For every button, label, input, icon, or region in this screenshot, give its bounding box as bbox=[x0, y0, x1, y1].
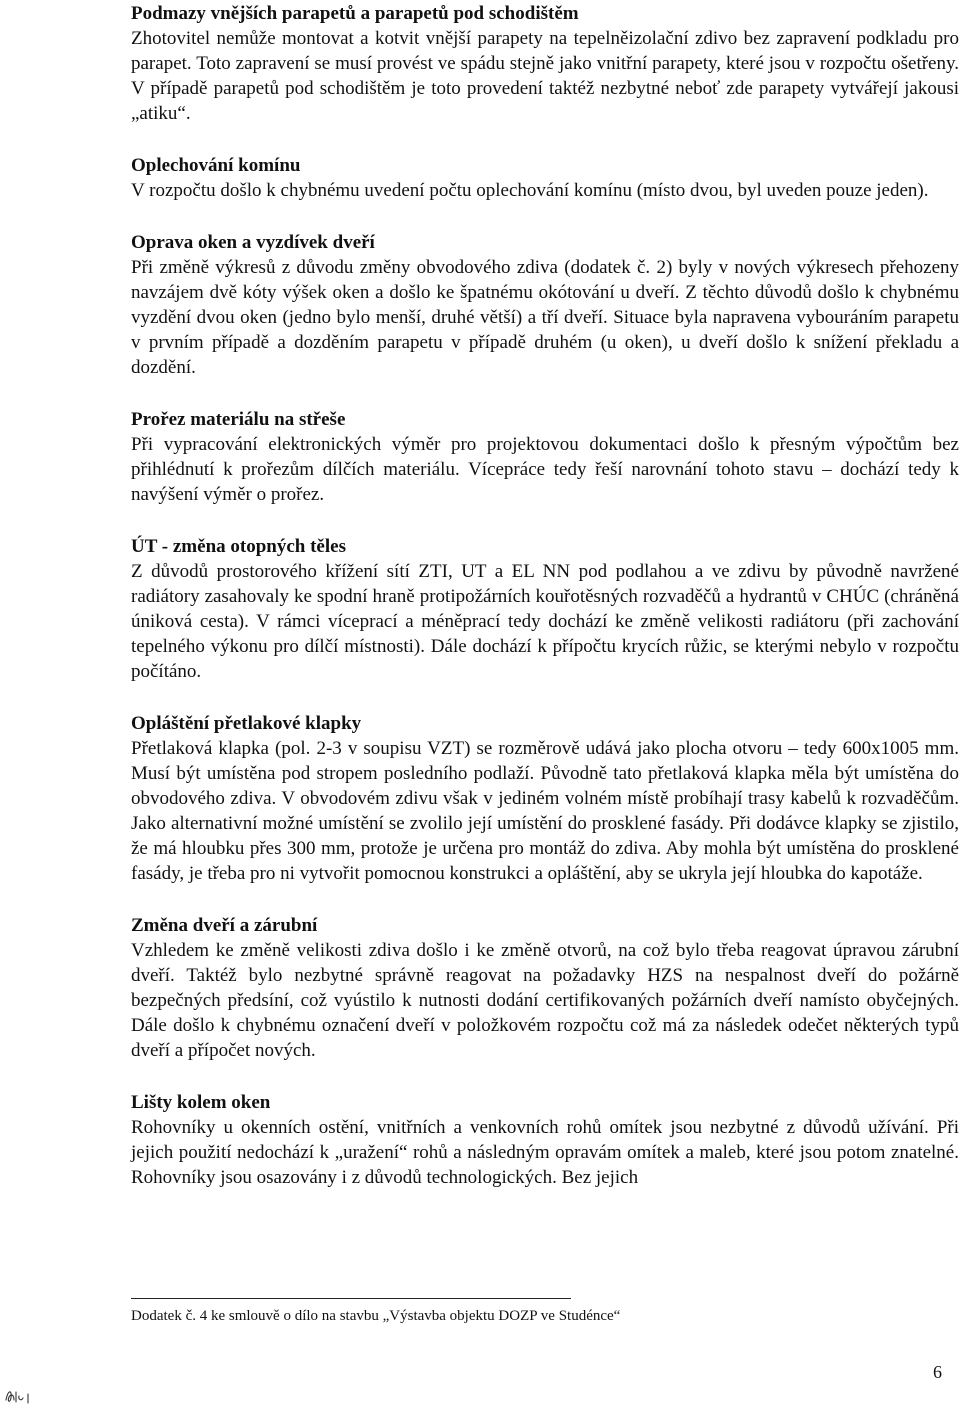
section-body: Při vypracování elektronických výměr pro projektovou dokumentaci došlo k přesným výpočtům bez přihlédnutí k prořezům dílčích materiálu. Vícepráce tedy řeší narovnání tohoto stavu – dochází tedy k navýšení výměr o prořez. bbox=[131, 434, 959, 505]
section-body: Rohovníky u okenních ostění, vnitřních a venkovních rohů omítek jsou nezbytné z důvodů užívání. Při jejich použití nedochází k „uražení“ rohů a následným opravám omítek a maleb, které jsou potom znatelné. Rohovníky jsou osazovány i z důvodů technologických. Bez jejich bbox=[131, 1117, 959, 1188]
section-listy-kolem-oken bbox=[131, 1090, 959, 1190]
section-ut-otopna-telesa bbox=[131, 534, 959, 684]
handwritten-initials bbox=[4, 1386, 38, 1406]
document-page bbox=[131, 0, 959, 1217]
section-oprava-oken bbox=[131, 230, 959, 380]
section-heading: Opláštění přetlakové klapky bbox=[131, 713, 362, 734]
section-body: Vzhledem ke změně velikosti zdiva došlo i ke změně otvorů, na což bylo třeba reagovat úpravou zárubní dveří. Taktéž bylo nezbytné správně reagovat na požadavky HZS na nespalnost dveří do požárně bezpečných předsíní, což vyústilo k nutnosti dodání certifikovaných požárních dveří namísto obyčejných. Dále došlo k chybnému označení dveří v položkovém rozpočtu což má za následek odečet některých typů dveří a přípočet nových. bbox=[131, 940, 959, 1061]
section-body: Přetlaková klapka (pol. 2-3 v soupisu VZT) se rozměrově udává jako plocha otvoru – tedy 600x1005 mm. Musí být umístěna pod stropem posledního podlaží. Původně tato přetlaková klapka měla být umístěna do obvodového zdiva. V obvodovém zdivu však v jediném volném místě probíhají trasy kabelů k rozvaděčům. Jako alternativní možné umístění se zvolilo její umístění do prosklené fasády. Při dodávce klapky se zjistilo, že má hloubku přes 300 mm, protože je určena pro montáž do zdiva. Aby mohla být umístěna do prosklené fasády, je třeba pro ni vytvořit pomocnou konstrukci a opláštění, aby se ukryla její hloubka do kapotáže. bbox=[131, 738, 959, 884]
section-oplechovani-kominu bbox=[131, 153, 959, 203]
section-zmena-dveri bbox=[131, 913, 959, 1063]
section-oplasteni-klapky bbox=[131, 711, 959, 886]
section-heading: Lišty kolem oken bbox=[131, 1092, 271, 1113]
section-proraz-materialu bbox=[131, 407, 959, 507]
section-heading: Změna dveří a zárubní bbox=[131, 915, 318, 936]
section-heading: Prořez materiálu na střeše bbox=[131, 409, 346, 430]
section-heading: Oplechování komínu bbox=[131, 155, 301, 176]
section-body: Z důvodů prostorového křížení sítí ZTI, UT a EL NN pod podlahou a ve zdivu by původně navržené radiátory zasahovaly ke spodní hraně protipožárních kouřotěsných rozvaděčů a hydrantů v CHÚC (chráněná úniková cesta). V rámci víceprací a méněprací tedy dochází ke změně velikosti radiátoru (při zachování tepelného výkonu pro dílčí místnosti). Dále dochází k přípočtu krycích růžic, se kterými nebylo v rozpočtu počítáno. bbox=[131, 561, 959, 682]
section-heading: Podmazy vnějších parapetů a parapetů pod schodištěm bbox=[131, 3, 579, 24]
footer-text: Dodatek č. 4 ke smlouvě o dílo na stavbu „Výstavba objektu DOZP ve Studénce“ bbox=[131, 1308, 621, 1324]
page-number: 6 bbox=[933, 1362, 942, 1382]
section-body: Zhotovitel nemůže montovat a kotvit vnější parapety na tepelněizolační zdivo bez zapravení podkladu pro parapet. Toto zapravení se musí provést ve spádu stejně jako vnitřní parapety, které jsou v rozpočtu ošetřeny. V případě parapetů pod schodištěm je toto provedení taktéž nezbytné neboť zde parapety vytvářejí jakousi „atiku“. bbox=[131, 28, 959, 124]
section-body: Při změně výkresů z důvodu změny obvodového zdiva (dodatek č. 2) byly v nových výkresech přehozeny navzájem dvě kóty výšek oken a došlo ke špatnému okótování u dveří. Z těchto důvodů došlo k chybnému vyzdění dvou oken (jedno bylo menší, druhé větší) a tří dveří. Situace byla napravena vybouráním parapetu v prvním případě a dozděním parapetu v případě druhém (u oken), u dveří došlo k snížení překladu a dozdění. bbox=[131, 257, 959, 378]
footer-divider bbox=[131, 1298, 571, 1299]
section-heading: ÚT - změna otopných těles bbox=[131, 536, 346, 557]
section-heading: Oprava oken a vyzdívek dveří bbox=[131, 232, 375, 253]
section-body: V rozpočtu došlo k chybnému uvedení počtu oplechování komínu (místo dvou, byl uveden pouze jeden). bbox=[131, 180, 929, 201]
section-parapety bbox=[131, 1, 959, 126]
